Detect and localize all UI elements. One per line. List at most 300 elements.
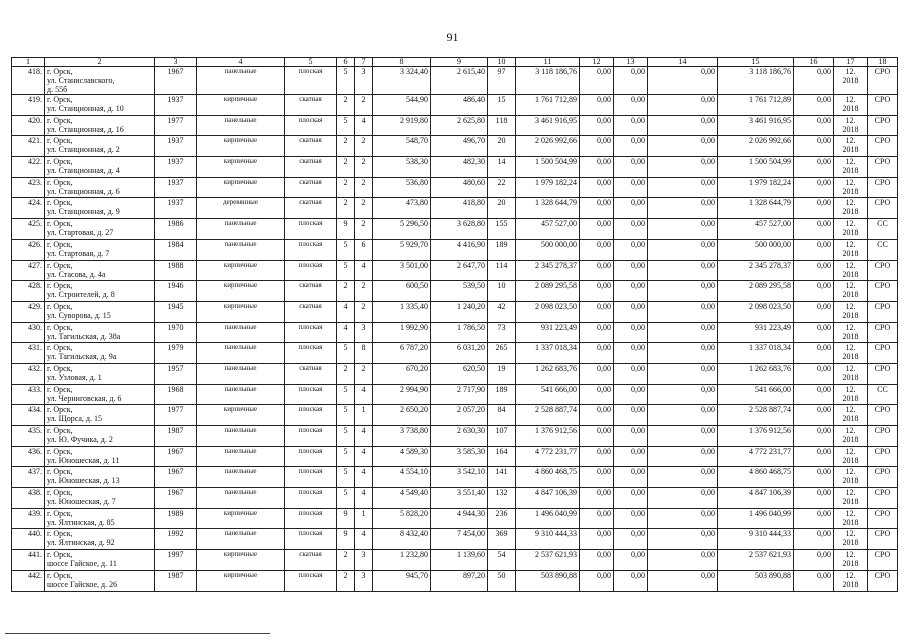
address-cell: [45, 467, 155, 488]
residents-cell: 19: [488, 363, 516, 384]
column-number-18: 18: [868, 58, 898, 67]
roof-type-cell: плоская: [285, 67, 337, 95]
cost-col-14-cell: 0,00: [648, 343, 718, 364]
address-line: ул. Станционная, д. 9: [47, 207, 120, 217]
total-cost-cell: 1 337 018,34: [516, 343, 580, 364]
floors-cell: 4: [337, 301, 355, 322]
cost-col-14-cell: 0,00: [648, 529, 718, 550]
entrances-cell: 4: [355, 529, 373, 550]
page-number: 91: [446, 30, 459, 44]
cost-col-13-cell: 0,00: [614, 405, 648, 426]
total-cost-cell: 4 772 231,77: [516, 446, 580, 467]
entrances-cell: 2: [355, 198, 373, 219]
address-line: ул. Юношеская, д. 13: [47, 476, 120, 486]
cost-col-16-cell: 0,00: [794, 157, 834, 178]
funding-method-cell: СРО: [868, 405, 898, 426]
address-line: ул. Черниговская, д. 6: [47, 393, 122, 403]
column-number-2: 2: [45, 58, 155, 67]
floors-cell: 2: [337, 198, 355, 219]
cost-col-15-cell: 2 026 992,66: [718, 136, 794, 157]
year-built-cell: 1967: [155, 467, 197, 488]
column-number-9: 9: [431, 58, 488, 67]
entrances-cell: 8: [355, 343, 373, 364]
year-built-cell: 1957: [155, 363, 197, 384]
address-line: ул. Станционная, д. 10: [47, 104, 124, 113]
roof-type-cell: плоская: [285, 239, 337, 260]
address-line: г. Орск,: [47, 467, 73, 477]
column-number-7: 7: [355, 58, 373, 67]
row-number-cell: 422.: [12, 157, 45, 178]
year-built-cell: 1979: [155, 343, 197, 364]
address-line: г. Орск,: [47, 508, 73, 518]
total-area-cell: 2 919,80: [373, 115, 431, 136]
cost-col-16-cell: 0,00: [794, 446, 834, 467]
cost-col-14-cell: 0,00: [648, 405, 718, 426]
funding-method-cell: СРО: [868, 67, 898, 95]
roof-type-cell: скатная: [285, 95, 337, 116]
year-built-cell: 1937: [155, 136, 197, 157]
row-number-cell: 431.: [12, 343, 45, 364]
cost-col-15-cell: 503 890,88: [718, 570, 794, 591]
row-number-cell: 436.: [12, 446, 45, 467]
cost-col-13-cell: 0,00: [614, 467, 648, 488]
cost-col-16-cell: 0,00: [794, 529, 834, 550]
entrances-cell: 2: [355, 136, 373, 157]
total-cost-cell: 4 860 468,75: [516, 467, 580, 488]
completion-term-line: 2018: [842, 228, 859, 238]
funding-method-cell: СС: [868, 384, 898, 405]
completion-term-line: 2018: [842, 104, 859, 113]
completion-term-line: 2018: [842, 559, 859, 569]
floors-cell: 2: [337, 363, 355, 384]
wall-material-cell: панельные: [197, 67, 285, 95]
address-line: г. Орск,: [47, 198, 73, 208]
cost-col-15-cell: 931 223,49: [718, 322, 794, 343]
total-area-cell: 8 432,40: [373, 529, 431, 550]
residents-cell: 97: [488, 67, 516, 95]
cost-col-12-cell: 0,00: [580, 239, 614, 260]
row-number-cell: 423.: [12, 177, 45, 198]
completion-term-line: 12.: [845, 301, 856, 311]
living-area-cell: 1 139,60: [431, 550, 488, 571]
wall-material-cell: панельные: [197, 446, 285, 467]
total-area-cell: 1 992,90: [373, 322, 431, 343]
entrances-cell: 4: [355, 467, 373, 488]
address-cell: [45, 529, 155, 550]
total-area-cell: 1 232,80: [373, 550, 431, 571]
entrances-cell: 4: [355, 260, 373, 281]
total-area-cell: 3 501,00: [373, 260, 431, 281]
cost-col-13-cell: 0,00: [614, 177, 648, 198]
floors-cell: 5: [337, 446, 355, 467]
cost-col-14-cell: 0,00: [648, 550, 718, 571]
living-area-cell: 539,50: [431, 281, 488, 302]
cost-col-12-cell: 0,00: [580, 529, 614, 550]
year-built-cell: 1986: [155, 219, 197, 240]
address-line: г. Орск,: [47, 446, 73, 456]
completion-term-line: 12.: [845, 405, 856, 415]
total-area-cell: 3 324,40: [373, 67, 431, 95]
address-line: г. Орск,: [47, 570, 73, 580]
cost-col-15-cell: 1 262 683,76: [718, 363, 794, 384]
entrances-cell: 6: [355, 239, 373, 260]
cost-col-12-cell: 0,00: [580, 219, 614, 240]
footnote-rule: [5, 633, 270, 634]
residents-cell: 10: [488, 281, 516, 302]
residents-cell: 22: [488, 177, 516, 198]
table-row: [12, 115, 898, 136]
total-area-cell: 600,50: [373, 281, 431, 302]
address-line: ул. Стартовая, д. 27: [47, 228, 114, 238]
cost-col-13-cell: 0,00: [614, 219, 648, 240]
cost-col-13-cell: 0,00: [614, 281, 648, 302]
completion-term-line: 12.: [845, 363, 856, 373]
wall-material-cell: панельные: [197, 239, 285, 260]
row-number-cell: 421.: [12, 136, 45, 157]
floors-cell: 2: [337, 136, 355, 157]
row-number-cell: 437.: [12, 467, 45, 488]
floors-cell: 2: [337, 177, 355, 198]
address-line: ул. Суворова, д. 15: [47, 310, 111, 320]
funding-method-cell: СРО: [868, 467, 898, 488]
address-cell: [45, 508, 155, 529]
table-body: [12, 67, 898, 592]
total-cost-cell: 3 118 186,76: [516, 67, 580, 95]
address-line: ул. Узловая, д. 1: [47, 372, 102, 382]
column-number-6: 6: [337, 58, 355, 67]
residents-cell: 54: [488, 550, 516, 571]
cost-col-15-cell: 3 461 916,95: [718, 115, 794, 136]
completion-term-cell: [834, 343, 868, 364]
residents-cell: 369: [488, 529, 516, 550]
funding-method-cell: СС: [868, 219, 898, 240]
cost-col-15-cell: 9 310 444,33: [718, 529, 794, 550]
year-built-cell: 1967: [155, 67, 197, 95]
floors-cell: 5: [337, 405, 355, 426]
table-row: [12, 446, 898, 467]
cost-col-16-cell: 0,00: [794, 550, 834, 571]
column-number-10: 10: [488, 58, 516, 67]
row-number-cell: 434.: [12, 405, 45, 426]
cost-col-16-cell: 0,00: [794, 363, 834, 384]
cost-col-13-cell: 0,00: [614, 426, 648, 447]
column-number-8: 8: [373, 58, 431, 67]
roof-type-cell: плоская: [285, 384, 337, 405]
address-line: ул. Станционная, д. 6: [47, 186, 120, 196]
completion-term-cell: [834, 67, 868, 95]
column-number-14: 14: [648, 58, 718, 67]
roof-type-cell: скатная: [285, 198, 337, 219]
address-cell: [45, 239, 155, 260]
total-cost-cell: 503 890,88: [516, 570, 580, 591]
completion-term-cell: [834, 570, 868, 591]
year-built-cell: 1967: [155, 446, 197, 467]
cost-col-14-cell: 0,00: [648, 363, 718, 384]
cost-col-16-cell: 0,00: [794, 281, 834, 302]
completion-term-line: 12.: [845, 198, 856, 208]
total-area-cell: 544,90: [373, 95, 431, 116]
cost-col-14-cell: 0,00: [648, 488, 718, 509]
address-line: ул. Станционная, д. 2: [47, 145, 120, 155]
completion-term-line: 12.: [845, 508, 856, 518]
table-row: [12, 281, 898, 302]
living-area-cell: 2 615,40: [431, 67, 488, 95]
address-cell: [45, 198, 155, 219]
total-area-cell: 670,20: [373, 363, 431, 384]
cost-col-12-cell: 0,00: [580, 426, 614, 447]
cost-col-13-cell: 0,00: [614, 343, 648, 364]
completion-term-line: 12.: [845, 260, 856, 270]
cost-col-12-cell: 0,00: [580, 467, 614, 488]
table-row: [12, 550, 898, 571]
address-line: г. Орск,: [47, 115, 73, 125]
total-area-cell: 5 296,50: [373, 219, 431, 240]
address-line: г. Орск,: [47, 157, 73, 167]
entrances-cell: 4: [355, 426, 373, 447]
year-built-cell: 1987: [155, 426, 197, 447]
residents-cell: 114: [488, 260, 516, 281]
cost-col-15-cell: 541 666,00: [718, 384, 794, 405]
completion-term-line: 12.: [845, 177, 856, 187]
cost-col-13-cell: 0,00: [614, 488, 648, 509]
roof-type-cell: плоская: [285, 219, 337, 240]
cost-col-16-cell: 0,00: [794, 570, 834, 591]
address-cell: [45, 363, 155, 384]
address-line: ул. Стасова, д. 4а: [47, 269, 106, 279]
residents-cell: 132: [488, 488, 516, 509]
cost-col-12-cell: 0,00: [580, 363, 614, 384]
row-number-cell: 429.: [12, 301, 45, 322]
table-row: [12, 467, 898, 488]
wall-material-cell: кирпичные: [197, 405, 285, 426]
address-line: ул. Ю. Фучика, д. 2: [47, 435, 113, 444]
completion-term-line: 2018: [842, 372, 859, 382]
address-line: г. Орск,: [47, 529, 73, 539]
cost-col-15-cell: 2 528 887,74: [718, 405, 794, 426]
total-area-cell: 4 589,30: [373, 446, 431, 467]
table-row: [12, 363, 898, 384]
roof-type-cell: плоская: [285, 260, 337, 281]
cost-col-15-cell: 1 761 712,89: [718, 95, 794, 116]
completion-term-cell: [834, 260, 868, 281]
roof-type-cell: плоская: [285, 426, 337, 447]
roof-type-cell: плоская: [285, 343, 337, 364]
address-cell: [45, 384, 155, 405]
wall-material-cell: панельные: [197, 343, 285, 364]
funding-method-cell: СРО: [868, 363, 898, 384]
completion-term-cell: [834, 384, 868, 405]
address-line: г. Орск,: [47, 281, 73, 291]
address-cell: [45, 405, 155, 426]
roof-type-cell: скатная: [285, 550, 337, 571]
year-built-cell: 1988: [155, 260, 197, 281]
completion-term-line: 2018: [842, 476, 859, 486]
row-number-cell: 419.: [12, 95, 45, 116]
completion-term-line: 2018: [842, 579, 859, 589]
column-number-16: 16: [794, 58, 834, 67]
table-row: [12, 508, 898, 529]
completion-term-line: 12.: [845, 343, 856, 353]
column-number-1: 1: [12, 58, 45, 67]
floors-cell: 5: [337, 343, 355, 364]
residents-cell: 50: [488, 570, 516, 591]
living-area-cell: 486,40: [431, 95, 488, 116]
cost-col-15-cell: 4 847 106,39: [718, 488, 794, 509]
address-line: г. Орск,: [47, 260, 73, 270]
completion-term-cell: [834, 488, 868, 509]
floors-cell: 9: [337, 529, 355, 550]
roof-type-cell: плоская: [285, 405, 337, 426]
living-area-cell: 2 630,30: [431, 426, 488, 447]
living-area-cell: 2 647,70: [431, 260, 488, 281]
cost-col-16-cell: 0,00: [794, 67, 834, 95]
cost-col-15-cell: 2 098 023,50: [718, 301, 794, 322]
cost-col-12-cell: 0,00: [580, 136, 614, 157]
floors-cell: 2: [337, 95, 355, 116]
cost-col-12-cell: 0,00: [580, 198, 614, 219]
address-line: г. Орск,: [47, 426, 73, 435]
year-built-cell: 1937: [155, 198, 197, 219]
address-cell: [45, 322, 155, 343]
address-line: г. Орск,: [47, 239, 73, 249]
funding-method-cell: СРО: [868, 281, 898, 302]
total-cost-cell: 1 500 504,99: [516, 157, 580, 178]
cost-col-12-cell: 0,00: [580, 405, 614, 426]
row-number-cell: 440.: [12, 529, 45, 550]
completion-term-line: 12.: [845, 488, 856, 498]
completion-term-cell: [834, 301, 868, 322]
entrances-cell: 2: [355, 301, 373, 322]
cost-col-12-cell: 0,00: [580, 488, 614, 509]
floors-cell: 5: [337, 260, 355, 281]
table-row: [12, 219, 898, 240]
residents-cell: 189: [488, 239, 516, 260]
address-cell: [45, 177, 155, 198]
year-built-cell: 1970: [155, 322, 197, 343]
address-cell: [45, 550, 155, 571]
completion-term-line: 2018: [842, 186, 859, 196]
living-area-cell: 3 628,80: [431, 219, 488, 240]
completion-term-line: 12.: [845, 95, 856, 104]
funding-method-cell: СРО: [868, 550, 898, 571]
completion-term-cell: [834, 198, 868, 219]
total-cost-cell: 9 310 444,33: [516, 529, 580, 550]
roof-type-cell: плоская: [285, 322, 337, 343]
entrances-cell: 2: [355, 219, 373, 240]
cost-col-16-cell: 0,00: [794, 488, 834, 509]
completion-term-cell: [834, 363, 868, 384]
row-number-cell: 441.: [12, 550, 45, 571]
cost-col-15-cell: 3 118 186,76: [718, 67, 794, 95]
floors-cell: 5: [337, 467, 355, 488]
funding-method-cell: СРО: [868, 136, 898, 157]
cost-col-14-cell: 0,00: [648, 426, 718, 447]
cost-col-16-cell: 0,00: [794, 301, 834, 322]
roof-type-cell: скатная: [285, 301, 337, 322]
row-number-cell: 427.: [12, 260, 45, 281]
wall-material-cell: панельные: [197, 384, 285, 405]
cost-col-14-cell: 0,00: [648, 157, 718, 178]
table-row: [12, 136, 898, 157]
address-cell: [45, 426, 155, 447]
funding-method-cell: СРО: [868, 570, 898, 591]
total-cost-cell: 1 262 683,76: [516, 363, 580, 384]
total-area-cell: 5 929,70: [373, 239, 431, 260]
table-row: [12, 95, 898, 116]
completion-term-line: 12.: [845, 570, 856, 580]
completion-term-cell: [834, 157, 868, 178]
wall-material-cell: панельные: [197, 115, 285, 136]
address-line: г. Орск,: [47, 301, 73, 311]
cost-col-12-cell: 0,00: [580, 157, 614, 178]
entrances-cell: 4: [355, 115, 373, 136]
total-cost-cell: 541 666,00: [516, 384, 580, 405]
residents-cell: 14: [488, 157, 516, 178]
table-row: [12, 239, 898, 260]
floors-cell: 5: [337, 67, 355, 95]
completion-term-line: 12.: [845, 467, 856, 477]
address-line: г. Орск,: [47, 136, 73, 146]
living-area-cell: 6 031,20: [431, 343, 488, 364]
completion-term-cell: [834, 322, 868, 343]
cost-col-15-cell: 1 337 018,34: [718, 343, 794, 364]
cost-col-12-cell: 0,00: [580, 384, 614, 405]
completion-term-line: 2018: [842, 145, 859, 155]
address-cell: [45, 115, 155, 136]
entrances-cell: 2: [355, 281, 373, 302]
wall-material-cell: деревянные: [197, 198, 285, 219]
completion-term-line: 2018: [842, 166, 859, 176]
cost-col-12-cell: 0,00: [580, 508, 614, 529]
living-area-cell: 480,60: [431, 177, 488, 198]
column-number-5: 5: [285, 58, 337, 67]
cost-col-14-cell: 0,00: [648, 115, 718, 136]
year-built-cell: 1945: [155, 301, 197, 322]
residents-cell: 73: [488, 322, 516, 343]
cost-col-15-cell: 1 500 504,99: [718, 157, 794, 178]
address-line: г. Орск,: [47, 343, 73, 353]
row-number-cell: 418.: [12, 67, 45, 95]
living-area-cell: 3 551,40: [431, 488, 488, 509]
table-row: [12, 343, 898, 364]
residents-cell: 84: [488, 405, 516, 426]
cost-col-16-cell: 0,00: [794, 467, 834, 488]
total-cost-cell: 1 328 644,79: [516, 198, 580, 219]
living-area-cell: 4 416,90: [431, 239, 488, 260]
roof-type-cell: скатная: [285, 136, 337, 157]
column-number-12: 12: [580, 58, 614, 67]
year-built-cell: 1992: [155, 529, 197, 550]
total-area-cell: 1 335,40: [373, 301, 431, 322]
address-line: ул. Строителей, д. 8: [47, 290, 115, 300]
cost-col-13-cell: 0,00: [614, 570, 648, 591]
address-cell: [45, 301, 155, 322]
completion-term-line: 12.: [845, 550, 856, 560]
completion-term-cell: [834, 115, 868, 136]
total-cost-cell: 1 376 912,56: [516, 426, 580, 447]
address-line: ул. Тагильская, д. 9а: [47, 352, 117, 362]
housing-register-table: [11, 57, 898, 592]
entrances-cell: 2: [355, 363, 373, 384]
table-row: [12, 426, 898, 447]
address-line: ул. Ялтинская, д. 92: [47, 538, 115, 548]
funding-method-cell: СРО: [868, 157, 898, 178]
floors-cell: 2: [337, 550, 355, 571]
wall-material-cell: кирпичные: [197, 136, 285, 157]
table-row: [12, 322, 898, 343]
funding-method-cell: СРО: [868, 115, 898, 136]
entrances-cell: 3: [355, 550, 373, 571]
